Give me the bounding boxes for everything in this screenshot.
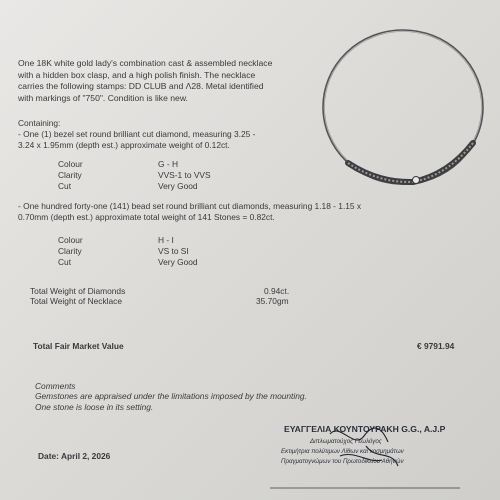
prop-label: Colour bbox=[58, 159, 83, 169]
appraisal-date: Date: April 2, 2026 bbox=[38, 451, 111, 461]
prop-label: Cut bbox=[58, 257, 72, 267]
fair-market-value: € 9791.94 bbox=[417, 341, 455, 351]
description-line: with a hidden box clasp, and a high polish finish. The necklace bbox=[18, 69, 256, 80]
prop-label: Colour bbox=[58, 235, 83, 245]
prop-value: H - I bbox=[158, 235, 174, 245]
prop-value: Very Good bbox=[158, 181, 198, 191]
comments-line: Gemstones are appraised under the limitations imposed by the mounting. bbox=[35, 391, 307, 401]
prop-value: VVS-1 to VVS bbox=[158, 170, 211, 180]
necklace-photo bbox=[318, 25, 488, 190]
stamp-name: ΕΥΑΓΓΕΛΙΑ ΚΟΥΝΤΟΥΡΑΚΗ G.G., A.J.P bbox=[284, 424, 446, 434]
description-line: with markings of "750". Condition is like new. bbox=[18, 92, 188, 103]
item2-line: - One hundred forty-one (141) bead set round brilliant cut diamonds, measuring 1.18 - 1.15 x bbox=[18, 201, 362, 211]
prop-label: Clarity bbox=[58, 170, 82, 180]
fair-market-label: Total Fair Market Value bbox=[33, 341, 124, 351]
prop-value: Very Good bbox=[158, 257, 198, 267]
prop-label: Cut bbox=[58, 181, 72, 191]
total-diamonds-label: Total Weight of Diamonds bbox=[30, 286, 126, 296]
item1-properties bbox=[58, 159, 211, 192]
item1-line: - One (1) bezel set round brilliant cut diamond, measuring 3.25 - bbox=[18, 129, 256, 139]
prop-value: VS to SI bbox=[158, 246, 189, 256]
description-line: carries the following stamps: DD CLUB and Λ28. Metal identified bbox=[18, 81, 264, 92]
comments-line: One stone is loose in its setting. bbox=[35, 402, 154, 412]
total-diamonds-value: 0.94ct. bbox=[264, 286, 290, 296]
containing-section bbox=[18, 118, 318, 151]
stamp-line: Εκτιμήτρια πολύτιμων Λίθων και κοσμημάτων bbox=[281, 448, 404, 455]
necklace-description bbox=[18, 58, 323, 104]
total-necklace-label: Total Weight of Necklace bbox=[30, 296, 123, 306]
stamp-line: Πραγματογνώμων του Πρωτοδικείου Αθηνών bbox=[281, 458, 404, 465]
prop-value: G - H bbox=[158, 159, 179, 169]
containing-heading: Containing: bbox=[18, 118, 61, 128]
total-necklace-value: 35.70gm bbox=[256, 296, 289, 306]
item2-properties bbox=[58, 235, 198, 268]
item2-line: 0.70mm (depth est.) approximate total weight of 141 Stones = 0.82ct. bbox=[18, 212, 275, 222]
comments-heading: Comments bbox=[35, 381, 76, 391]
description-line: One 18K white gold lady's combination cast & assembled necklace bbox=[18, 58, 273, 68]
item1-line: 3.24 x 1.95mm (depth est.) approximate weight of 0.12ct. bbox=[18, 140, 230, 150]
appraiser-stamp-signature bbox=[270, 420, 460, 490]
stamp-line: Διπλωματούχος Γεωλόγος bbox=[310, 438, 382, 445]
prop-label: Clarity bbox=[58, 246, 82, 256]
